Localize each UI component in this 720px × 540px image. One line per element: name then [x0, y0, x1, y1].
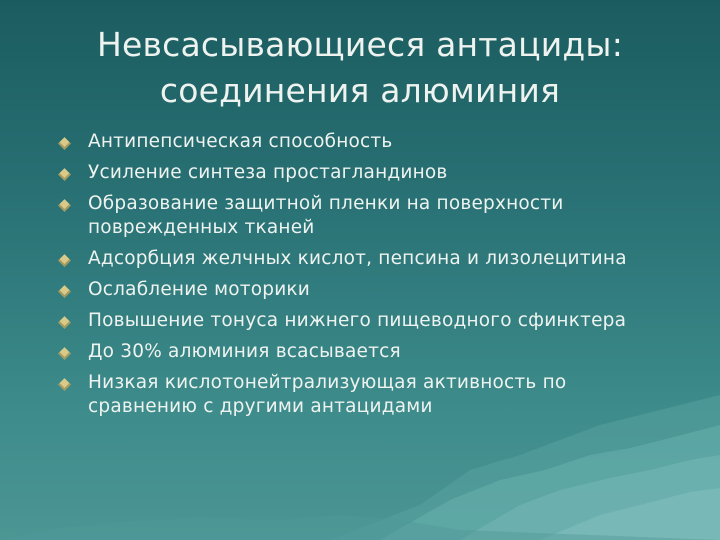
- bullet-text: Адсорбция желчных кислот, пепсина и лизолецитина: [88, 248, 627, 269]
- bullet-text: Антипепсическая способность: [88, 131, 393, 152]
- diamond-bullet-icon: [58, 347, 71, 360]
- diamond-bullet-icon: [58, 378, 71, 391]
- bullet-text: Низкая кислотонейтрализующая активность по сравнению с другими антацидами: [88, 372, 567, 417]
- bullet-item: [58, 340, 698, 364]
- diamond-bullet-icon: [58, 285, 71, 298]
- bullet-item: [58, 192, 628, 240]
- title-line-1: Невсасывающиеся антациды:: [96, 25, 624, 64]
- diamond-bullet-icon: [58, 199, 71, 212]
- diamond-bullet-icon: [58, 254, 71, 267]
- slide-title: [60, 22, 660, 114]
- diamond-bullet-icon: [58, 316, 71, 329]
- bullet-text: Образование защитной пленки на поверхности поврежденных тканей: [88, 193, 564, 238]
- bullet-item: [58, 278, 698, 302]
- bullet-item: [58, 309, 698, 333]
- bullet-text: Повышение тонуса нижнего пищеводного сфинктера: [88, 310, 627, 331]
- bullet-item: [58, 130, 698, 154]
- bullet-text: До 30% алюминия всасывается: [88, 341, 401, 362]
- diamond-bullet-icon: [58, 168, 71, 181]
- bullet-text: Ослабление моторики: [88, 279, 311, 300]
- bullet-item: [58, 247, 698, 271]
- bullet-item: [58, 161, 698, 185]
- bullet-text: Усиление синтеза простагландинов: [88, 162, 448, 183]
- diamond-bullet-icon: [58, 137, 71, 150]
- bullet-item: [58, 371, 608, 419]
- title-line-2: соединения алюминия: [159, 71, 561, 110]
- bullet-list: [58, 130, 698, 419]
